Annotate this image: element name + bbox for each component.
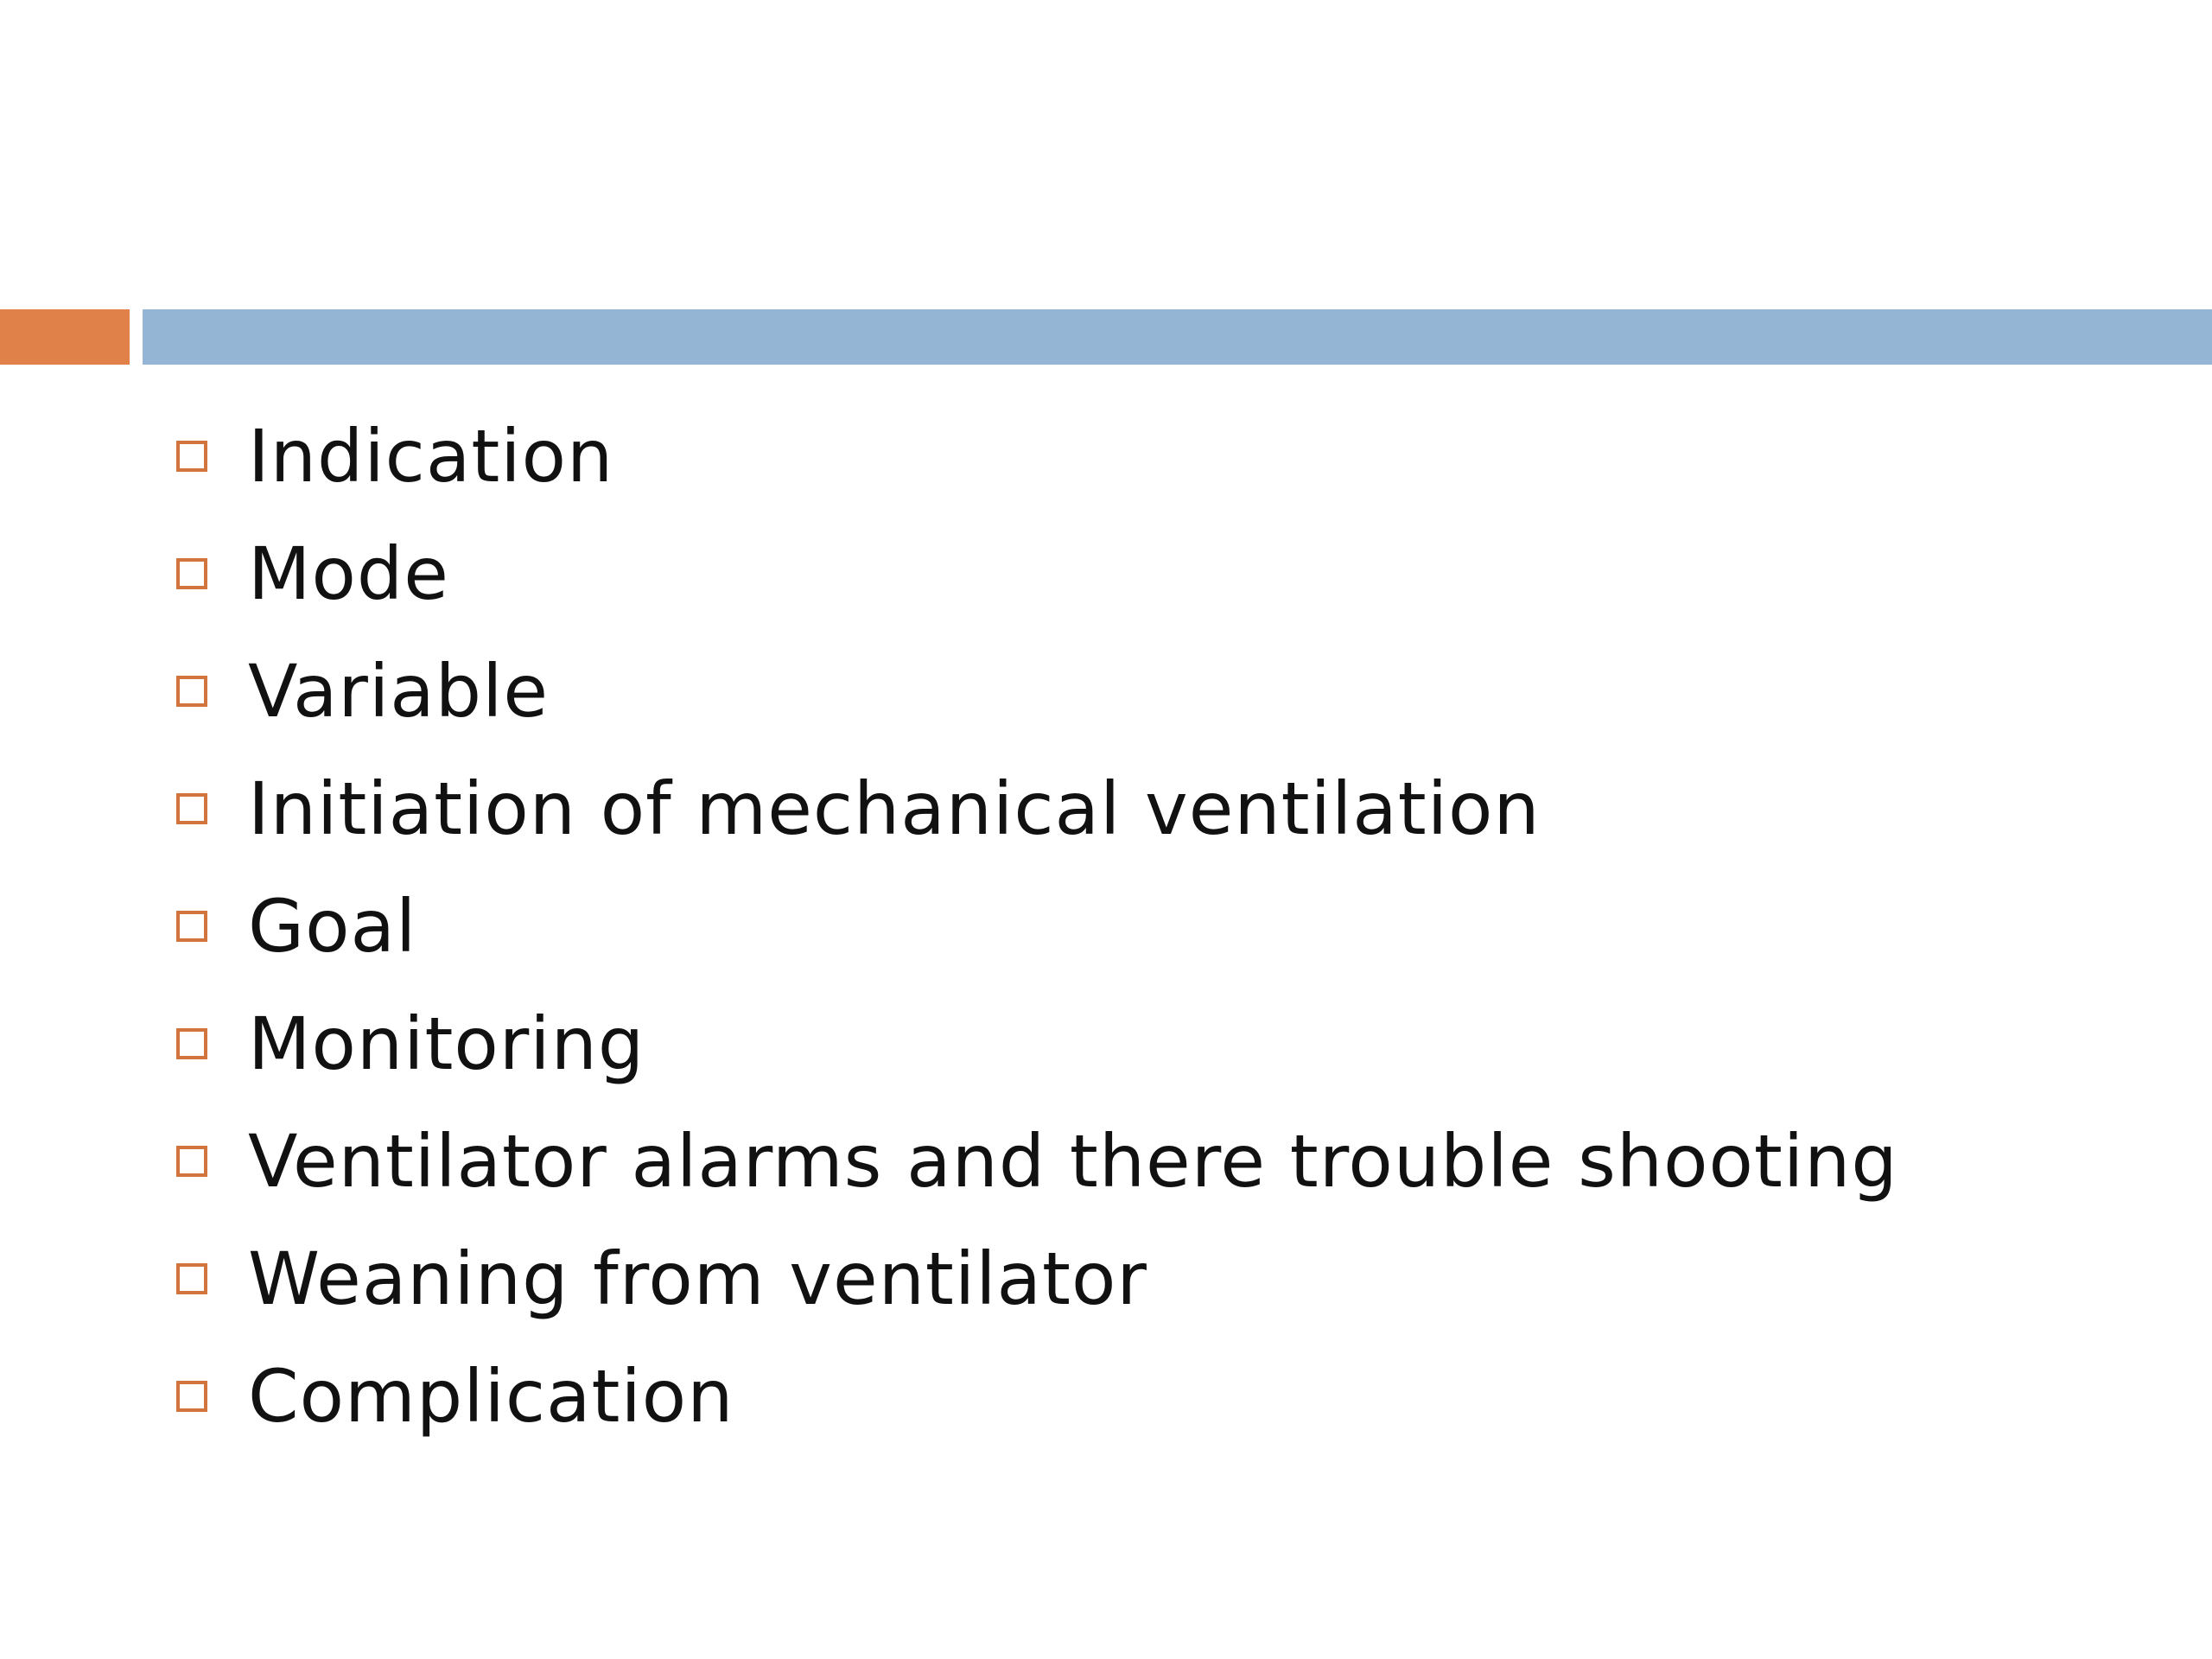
accent-bar-blue	[143, 309, 2212, 365]
list-item-text: Initiation of mechanical ventilation	[248, 766, 1541, 851]
list-item-text: Mode	[248, 531, 449, 616]
hollow-square-icon	[176, 1263, 207, 1294]
hollow-square-icon	[176, 1028, 207, 1059]
accent-bar-orange	[0, 309, 130, 365]
hollow-square-icon	[176, 1381, 207, 1412]
list-item-text: Weaning from ventilator	[248, 1236, 1147, 1321]
hollow-square-icon	[176, 676, 207, 707]
list-item-text: Complication	[248, 1354, 734, 1439]
hollow-square-icon	[176, 793, 207, 824]
hollow-square-icon	[176, 1146, 207, 1177]
list-item-text: Variable	[248, 649, 550, 734]
hollow-square-icon	[176, 911, 207, 942]
list-item-text: Monitoring	[248, 1001, 645, 1086]
list-item-text: Ventilator alarms and there trouble shooting	[248, 1119, 1898, 1204]
list-item-text: Goal	[248, 884, 417, 969]
hollow-square-icon	[176, 558, 207, 589]
hollow-square-icon	[176, 441, 207, 472]
list-item-text: Indication	[248, 414, 614, 499]
